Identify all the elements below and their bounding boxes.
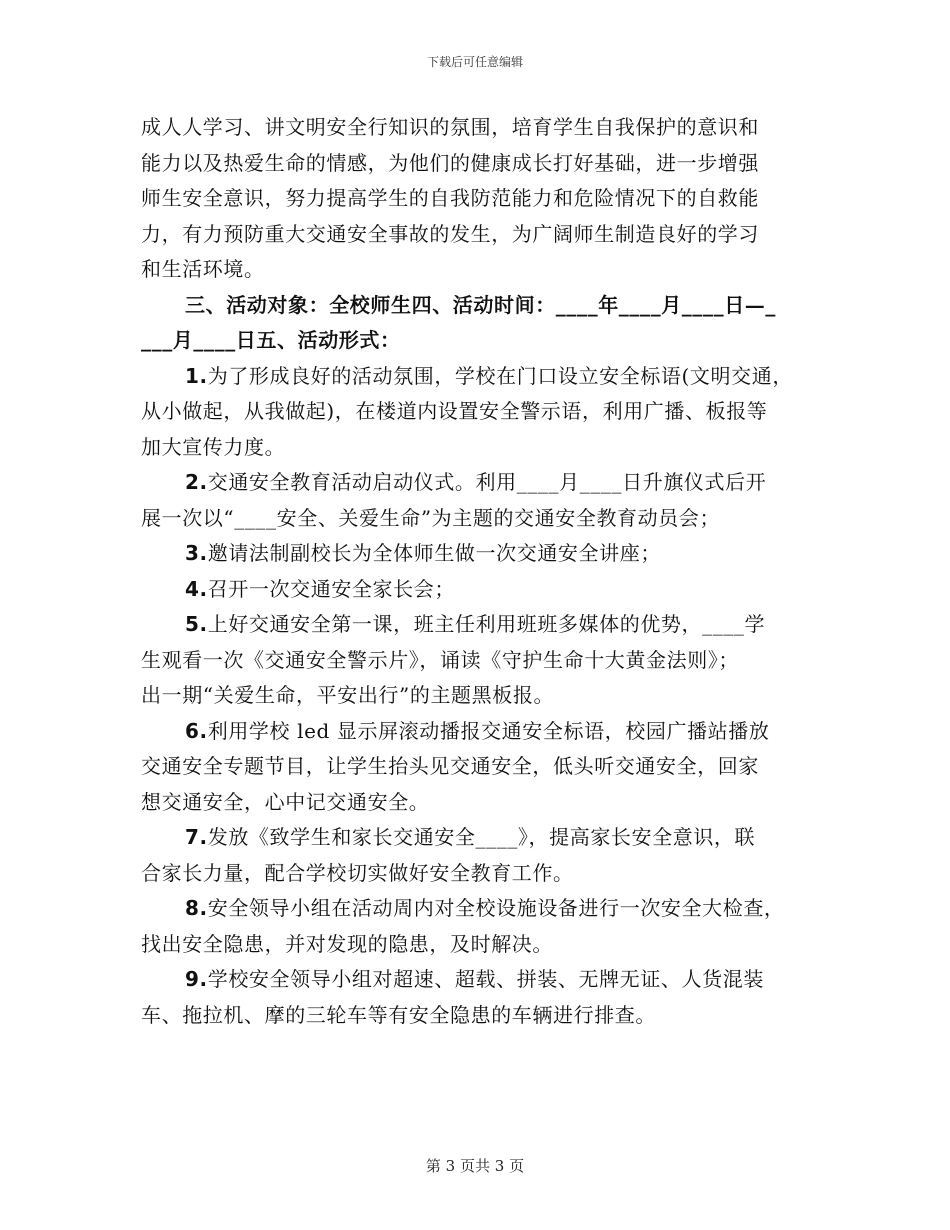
text-line: 从小做起，从我做起)，在楼道内设置安全警示语，利用广播、板报等 <box>141 399 768 423</box>
text-line: 加大宣传力度。 <box>141 434 286 459</box>
text-line <box>141 359 811 395</box>
item-number: 9. <box>185 967 208 991</box>
text-line <box>141 962 811 998</box>
text-line: 合家长力量，配合学校切实做好安全教育工作。 <box>141 860 574 885</box>
text-line <box>141 572 811 608</box>
text-line: 三、活动对象：全校师生四、活动时间：____年____月____日—_ <box>185 292 776 317</box>
list-item <box>141 891 811 962</box>
text-line: ___月____日五、活动形式： <box>141 328 401 352</box>
list-item <box>141 536 811 572</box>
list-item <box>141 572 811 608</box>
text-line <box>141 465 811 501</box>
item-text: 安全领导小组在活动周内对全校设施设备进行一次安全大检查， <box>207 896 785 920</box>
text-line: 生观看一次《交通安全警示片》，诵读《守护生命十大黄金法则》； <box>141 647 739 672</box>
text-line: 出一期“关爱生命，平安出行”的主题黑板报。 <box>141 683 555 707</box>
text-line: 想交通安全，心中记交通安全。 <box>141 789 430 814</box>
item-number: 6. <box>185 718 208 743</box>
text-line: 车、拖拉机、摩的三轮车等有安全隐患的车辆进行排查。 <box>141 1002 656 1027</box>
text-line: 力，有力预防重大交通安全事故的发生，为广阔师生制造良好的学习 <box>141 221 759 246</box>
item-number: 3. <box>185 541 208 565</box>
item-number: 2. <box>185 470 208 494</box>
text-line: 能力以及热爱生命的情感，为他们的健康成长打好基础，进一步增强 <box>141 150 759 175</box>
item-text: 学校安全领导小组对超速、超载、拼装、无牌无证、人货混装 <box>207 967 764 991</box>
item-text: 发放《致学生和家长交通安全____》，提高家长安全意识，联 <box>207 825 756 849</box>
text-line: 找出安全隐患，并对发现的隐患，及时解决。 <box>141 931 553 956</box>
item-number: 8. <box>185 896 208 920</box>
list-item <box>141 714 811 821</box>
text-line <box>141 536 811 572</box>
list-item <box>141 820 811 891</box>
paragraph-intro <box>141 110 811 288</box>
item-number: 1. <box>185 363 208 388</box>
item-text: 召开一次交通安全家长会； <box>207 576 455 601</box>
section-heading <box>141 288 811 359</box>
page-header: 下载后可任意编辑 <box>426 55 523 69</box>
text-line <box>141 891 811 927</box>
document-body <box>141 110 811 1033</box>
item-text: 利用学校 led 显示屏滚动播报交通安全标语，校园广播站播放 <box>207 718 770 743</box>
item-number: 5. <box>185 612 208 636</box>
item-number: 4. <box>185 576 208 601</box>
list-item <box>141 359 811 466</box>
text-line: 展一次以“____安全、关爱生命”为主题的交通安全教育动员会； <box>141 505 721 530</box>
list-item <box>141 962 811 1033</box>
text-line <box>141 714 811 750</box>
text-line: 成人人学习、讲文明安全行知识的氛围，培育学生自我保护的意识和 <box>141 115 759 139</box>
text-line: 和生活环境。 <box>141 257 265 281</box>
item-text: 交通安全教育活动启动仪式。利用____月____日升旗仪式后开 <box>207 470 767 494</box>
text-line <box>141 820 811 856</box>
list-item <box>141 607 811 714</box>
page-footer: 第 3 页共 3 页 <box>425 1157 525 1175</box>
text-line: 交通安全专题节目，让学生抬头见交通安全，低头听交通安全，回家 <box>141 754 759 778</box>
item-text: 上好交通安全第一课，班主任利用班班多媒体的优势，____学 <box>207 612 766 636</box>
item-number: 7. <box>185 825 208 849</box>
text-line <box>141 607 811 643</box>
list-item <box>141 465 811 536</box>
item-text: 为了形成良好的活动氛围，学校在门口设立安全标语(文明交通， <box>207 363 793 388</box>
item-text: 邀请法制副校长为全体师生做一次交通安全讲座； <box>207 541 661 565</box>
text-line: 师生安全意识，努力提高学生的自我防范能力和危险情况下的自救能 <box>141 186 759 210</box>
